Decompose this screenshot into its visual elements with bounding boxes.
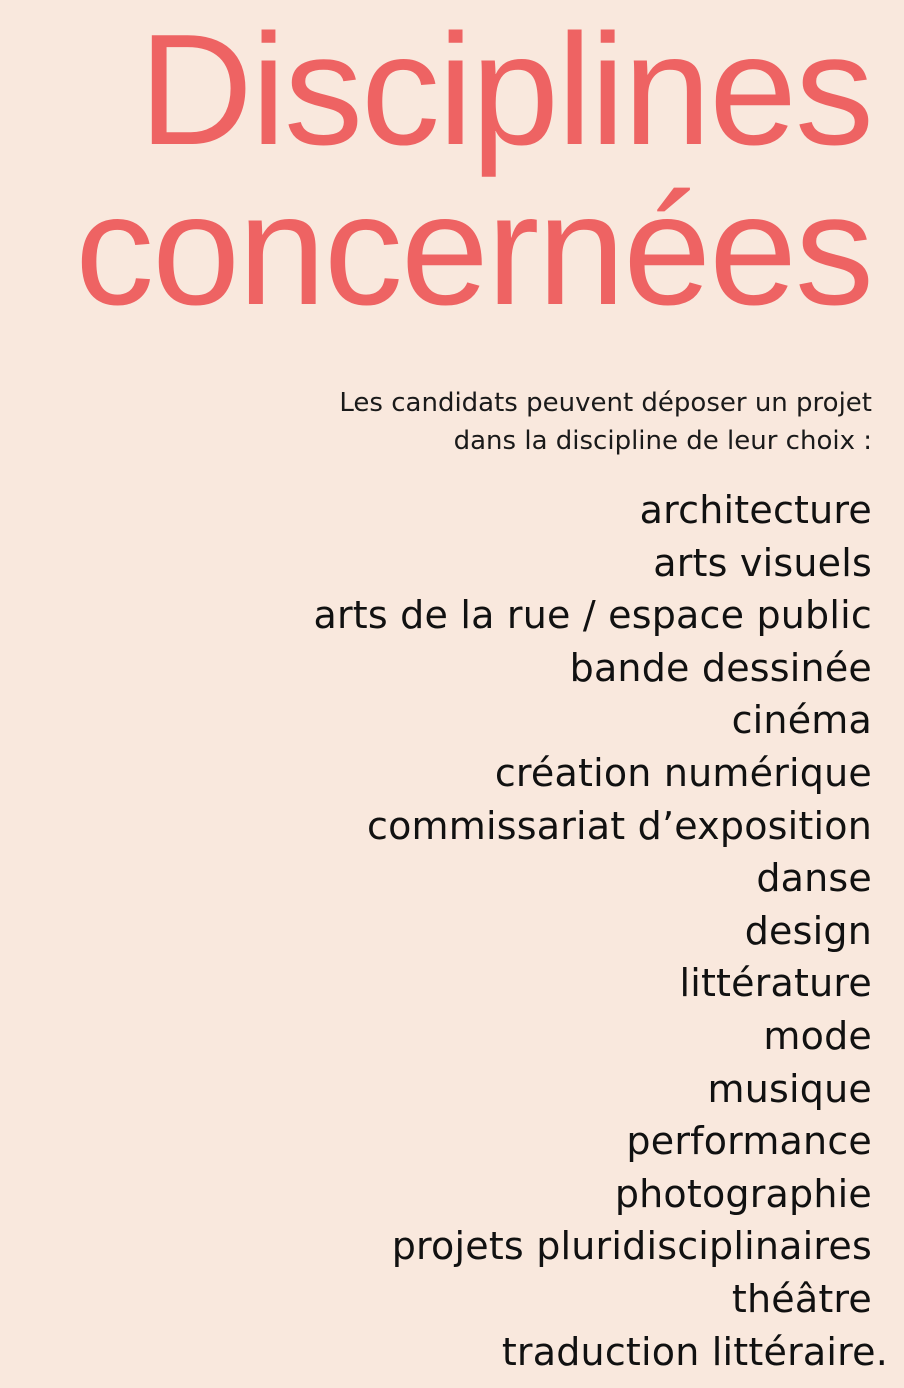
discipline-item: création numérique [494, 750, 872, 795]
discipline-item: musique [707, 1066, 872, 1111]
discipline-list [313, 484, 888, 1378]
intro-line-2: dans la discipline de leur choix : [453, 426, 872, 456]
intro-line-1: Les candidats peuvent déposer un projet [339, 388, 872, 418]
discipline-item: bande dessinée [569, 645, 872, 690]
intro-text [339, 384, 872, 460]
discipline-item: design [744, 908, 872, 953]
discipline-item: mode [763, 1013, 872, 1058]
discipline-item: arts de la rue / espace public [313, 593, 872, 638]
discipline-item: cinéma [731, 698, 872, 743]
discipline-item: théâtre [731, 1276, 872, 1321]
discipline-item: commissariat d’exposition [367, 803, 872, 848]
title-line-1: Disciplines [138, 2, 872, 178]
discipline-item: architecture [639, 488, 872, 532]
title-line-2: concernées [75, 162, 872, 338]
discipline-item: danse [756, 856, 872, 901]
discipline-item: photographie [614, 1171, 872, 1216]
discipline-item: traduction littéraire. [501, 1329, 888, 1374]
page-title [75, 2, 872, 338]
discipline-item: performance [626, 1119, 872, 1164]
discipline-item: projets pluridisciplinaires [391, 1224, 872, 1269]
discipline-item: arts visuels [653, 540, 872, 585]
discipline-item: littérature [679, 961, 872, 1006]
